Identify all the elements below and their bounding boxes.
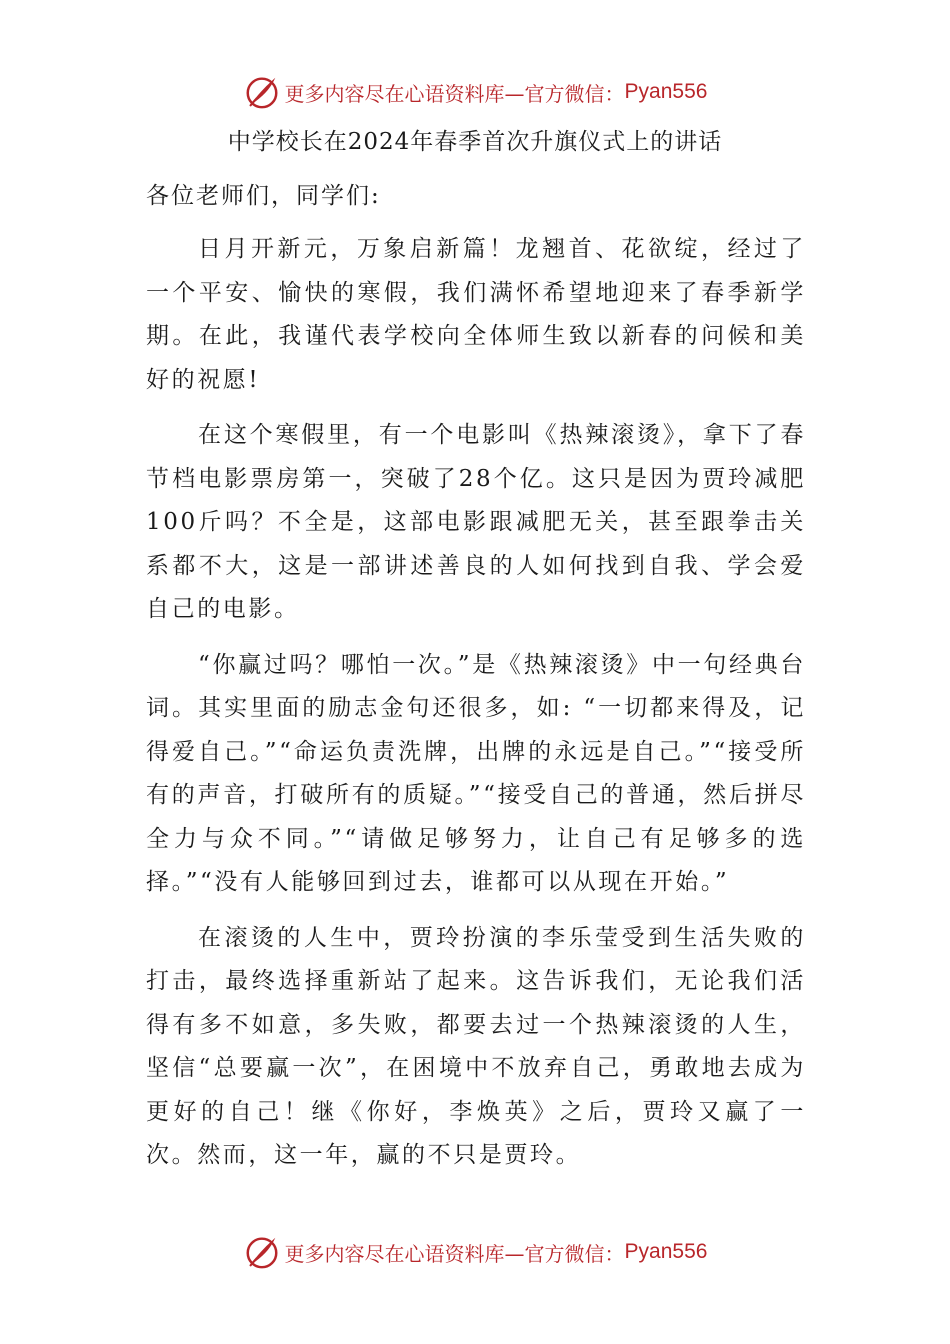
pen-feather-logo-icon: [243, 1233, 281, 1271]
salutation: 各位老师们，同学们:: [146, 183, 381, 209]
footer-watermark-banner: [0, 1232, 950, 1272]
paragraph-4: 在滚烫的人生中，贾玲扮演的李乐莹受到生活失败的打击，最终选择重新站了起来。这告诉我们，无论我们活得有多不如意，多失败，都要去过一个热辣滚烫的人生，坚信“总要赢一次”，在困境中不放弃自己，勇敢地去成为更好的自己！继《你好，李焕英》之后，贾玲又赢了一次。然而，这一年，赢的不只是贾玲。: [146, 924, 806, 1168]
watermark-text: 更多内容尽在心语资料库—官方微信：: [284, 1241, 625, 1266]
watermark-wechat-id: Pyan556: [624, 80, 708, 103]
header-watermark-banner: [0, 72, 950, 112]
pen-feather-logo-icon: [243, 73, 281, 111]
paragraph-3: “你赢过吗？哪怕一次。”是《热辣滚烫》中一句经典台词。其实里面的励志金句还很多，如: “一切都来得及，记得爱自己。”“命运负责洗牌，出牌的永远是自己。”“接受所有的声音，打破所有的质疑。”“接受自己的普通，然后拼尽全力与众不同。”“请做足够努力，让自己有足够多的选择。”“没有人能够回到过去，谁都可以从现在开始。”: [146, 651, 806, 895]
paragraph-1: 日月开新元，万象启新篇！龙翘首、花欲绽，经过了一个平安、愉快的寒假，我们满怀希望地迎来了春季新学期。在此，我谨代表学校向全体师生致以新春的问候和美好的祝愿!: [146, 236, 806, 393]
header-watermark-content: [243, 73, 708, 111]
paragraph-2: 在这个寒假里，有一个电影叫《热辣滚烫》，拿下了春节档电影票房第一，突破了28个亿。这只是因为贾玲减肥100斤吗？不全是，这部电影跟减肥无关，甚至跟拳击关系都不大，这是一部讲述善良的人如何找到自我、学会爱自己的电影。: [146, 422, 806, 622]
document-title: 中学校长在2024年春季首次升旗仪式上的讲话: [227, 129, 723, 155]
watermark-wechat-id: Pyan556: [624, 1240, 708, 1263]
footer-watermark-content: [243, 1233, 708, 1271]
watermark-text: 更多内容尽在心语资料库—官方微信：: [284, 81, 625, 106]
document-body: [146, 228, 806, 1190]
